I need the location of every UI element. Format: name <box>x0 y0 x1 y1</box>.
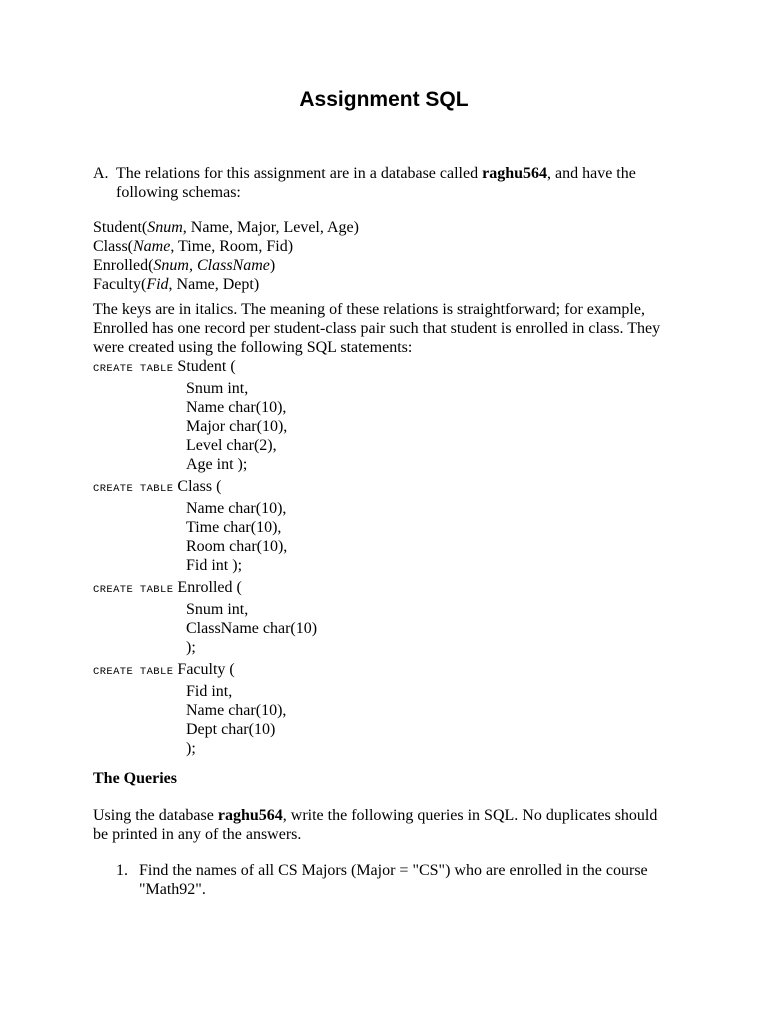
table-header: Enrolled ( <box>177 579 242 596</box>
schema-line: Faculty(Fid, Name, Dept) <box>93 276 260 293</box>
table-header: Faculty ( <box>177 661 235 678</box>
create-table-student <box>93 357 287 474</box>
section-a-marker: A. <box>93 165 109 182</box>
schema-line: Class(Name, Time, Room, Fid) <box>93 238 294 255</box>
column-def: ); <box>186 639 196 656</box>
column-def: Level char(2), <box>186 437 277 454</box>
schema-line: Student(Snum, Name, Major, Level, Age) <box>93 219 359 236</box>
section-a-text-before: The relations for this assignment are in a database called <box>116 165 483 182</box>
create-table-class <box>93 477 287 575</box>
database-name: raghu564 <box>217 807 283 824</box>
column-def: Age int ); <box>186 456 248 473</box>
column-def: Time char(10), <box>186 519 282 536</box>
database-name: raghu564 <box>482 165 547 182</box>
schema-list <box>93 218 359 294</box>
schema-line: Enrolled(Snum, ClassName) <box>93 257 276 274</box>
page-title: Assignment SQL <box>299 88 469 111</box>
create-table-faculty <box>93 660 286 758</box>
column-def: Snum int, <box>186 601 249 618</box>
schema-key: Fid <box>146 276 169 293</box>
description-paragraph: The keys are in italics. The meaning of these relations is straightforward; for example, Enrolled has one record per student-class pair such that student is enrolled in class. They were created using the following SQL statements: <box>93 301 661 356</box>
column-def: Snum int, <box>186 380 249 397</box>
table-header: Class ( <box>177 478 222 495</box>
column-def: Fid int ); <box>186 557 243 574</box>
sql-keyword: CREATE TABLE <box>93 363 174 375</box>
schema-key: Snum <box>147 219 183 236</box>
queries-heading: The Queries <box>93 770 177 787</box>
sql-keyword: CREATE TABLE <box>93 584 174 596</box>
queries-intro: Using the database raghu564, write the following queries in SQL. No duplicates should be printed in any of the answers. <box>93 807 658 843</box>
schema-key: Snum, ClassName <box>153 257 270 274</box>
section-a-text <box>93 164 673 202</box>
sql-keyword: CREATE TABLE <box>93 666 174 678</box>
column-def: ClassName char(10) <box>186 620 318 637</box>
column-def: Name char(10), <box>186 702 287 719</box>
column-def: Dept char(10) <box>186 721 276 738</box>
create-table-enrolled <box>93 578 317 657</box>
column-def: Name char(10), <box>186 500 287 517</box>
sql-keyword: CREATE TABLE <box>93 483 174 495</box>
column-def: ); <box>186 740 196 757</box>
column-def: Major char(10), <box>186 418 288 435</box>
column-def: Fid int, <box>186 683 233 700</box>
section-a-text-after: , and have the following schemas: <box>116 165 636 201</box>
question-number: 1. <box>116 862 128 879</box>
section-a <box>93 164 673 202</box>
question-text: Find the names of all CS Majors (Major = "CS") who are enrolled in the course "Math92". <box>139 862 648 898</box>
column-def: Room char(10), <box>186 538 288 555</box>
table-header: Student ( <box>177 358 236 375</box>
schema-key: Name <box>133 238 171 255</box>
column-def: Name char(10), <box>186 399 287 416</box>
question-item <box>116 861 656 899</box>
